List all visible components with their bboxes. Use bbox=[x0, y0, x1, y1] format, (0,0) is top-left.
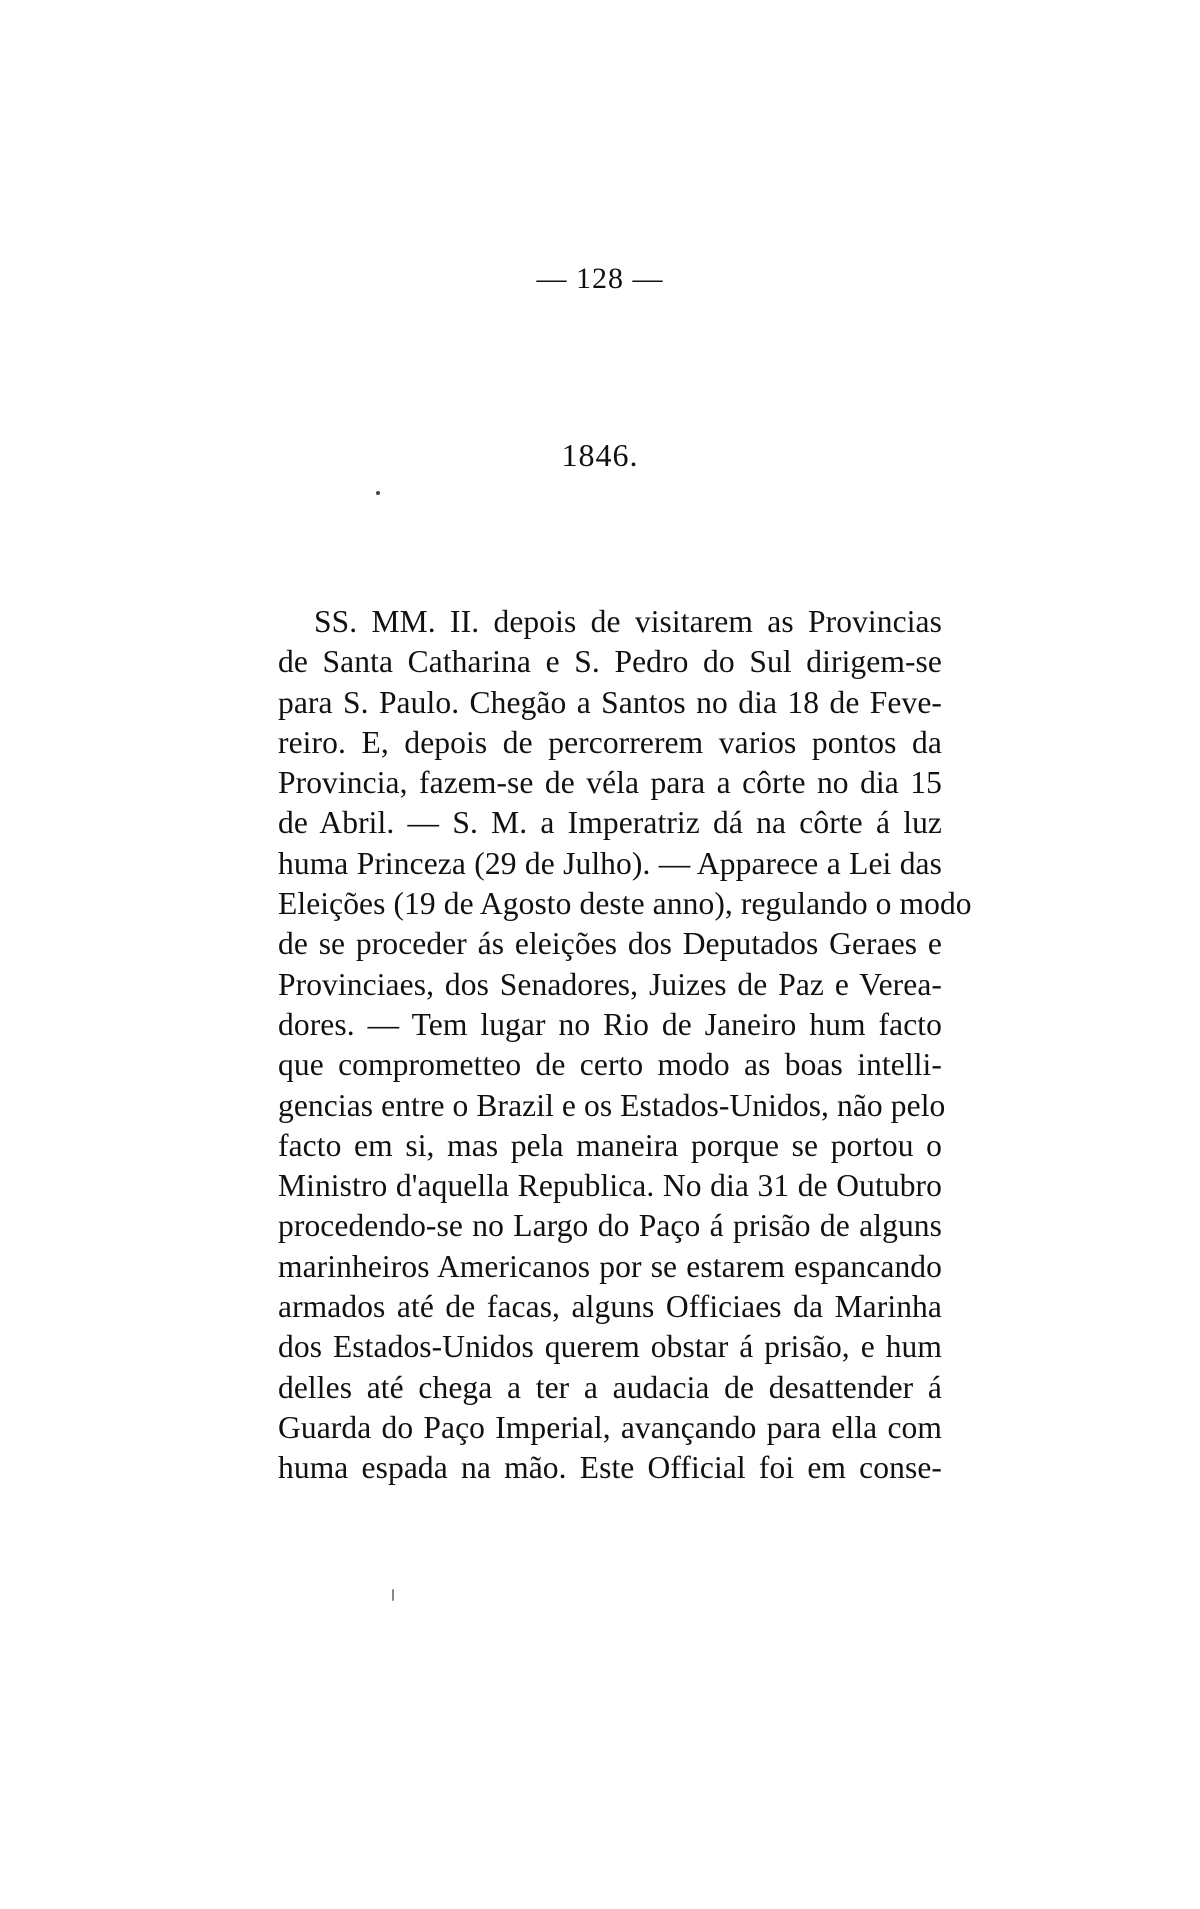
text-line: dores. — Tem lugar no Rio de Janeiro hum facto bbox=[278, 1006, 942, 1042]
text-line: de se proceder ás eleições dos Deputados Geraes e bbox=[278, 926, 942, 962]
text-line: facto em si, mas pela maneira porque se portou o bbox=[278, 1127, 942, 1163]
text-line: huma Princeza (29 de Julho). — Apparece a Lei das bbox=[278, 845, 942, 881]
text-line: Provinciaes, dos Senadores, Juizes de Paz e Verea- bbox=[278, 966, 942, 1002]
text-line: huma espada na mão. Este Official foi em conse- bbox=[278, 1450, 942, 1486]
text-line: de Abril. — S. M. a Imperatriz dá na côrte á luz bbox=[278, 805, 942, 841]
page-number: — 128 — bbox=[536, 262, 664, 295]
text-line: Guarda do Paço Imperial, avançando para ella com bbox=[278, 1409, 942, 1445]
text-line: armados até de facas, alguns Officiaes da Marinha bbox=[278, 1289, 942, 1325]
text-line: Ministro d'aquella Republica. No dia 31 de Outubro bbox=[278, 1168, 942, 1204]
text-line: marinheiros Americanos por se estarem espancando bbox=[278, 1248, 942, 1284]
text-line: Provincia, fazem-se de véla para a côrte no dia 15 bbox=[278, 765, 942, 801]
text-line: Eleições (19 de Agosto deste anno), regulando o modo bbox=[278, 886, 972, 922]
text-line: de Santa Catharina e S. Pedro do Sul dirigem-se bbox=[278, 644, 942, 680]
ink-speck bbox=[392, 1589, 394, 1601]
text-line: dos Estados-Unidos querem obstar á prisão, e hum bbox=[278, 1329, 942, 1365]
text-line: reiro. E, depois de percorrerem varios pontos da bbox=[278, 724, 942, 760]
ink-speck bbox=[376, 491, 380, 495]
text-line: SS. MM. II. depois de visitarem as Provincias bbox=[314, 604, 942, 639]
text-line: que comprometteo de certo modo as boas intelli- bbox=[278, 1047, 942, 1083]
text-line: para S. Paulo. Chegão a Santos no dia 18 de Feve- bbox=[278, 684, 942, 720]
text-line: procedendo-se no Largo do Paço á prisão de alguns bbox=[278, 1208, 942, 1244]
text-line: delles até chega a ter a audacia de desattender á bbox=[278, 1369, 942, 1405]
body-paragraph bbox=[278, 602, 972, 1489]
text-line: gencias entre o Brazil e os Estados-Unidos, não pelo bbox=[278, 1087, 946, 1123]
year-heading: 1846. bbox=[561, 437, 639, 473]
